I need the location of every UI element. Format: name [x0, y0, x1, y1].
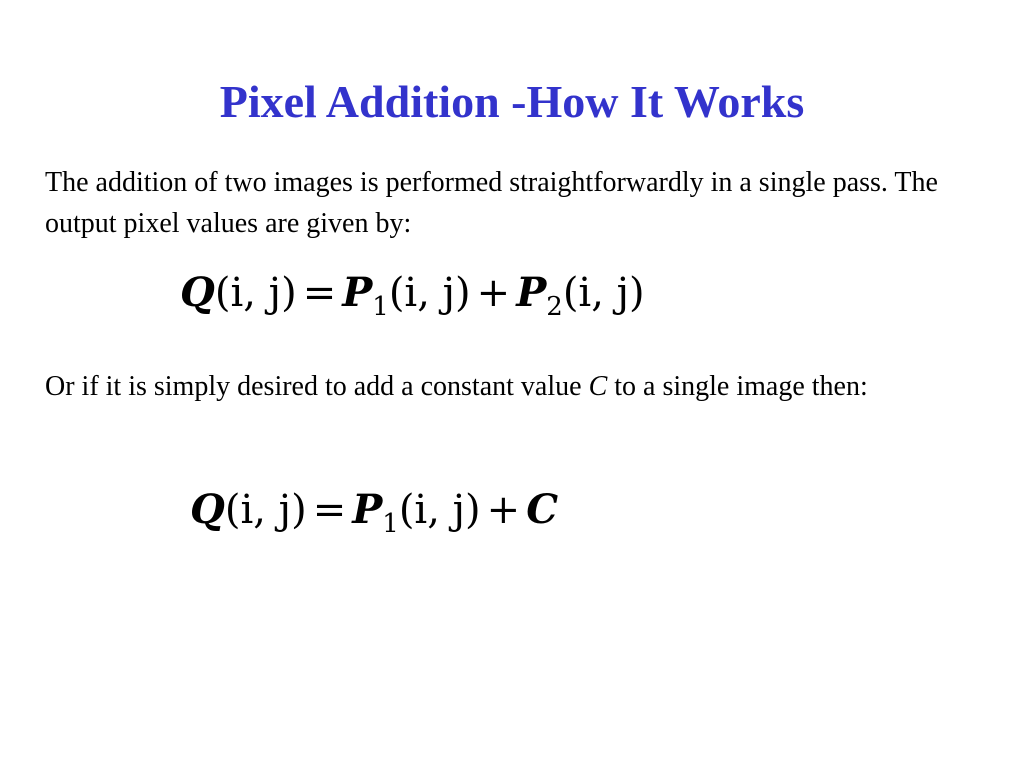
constant-paragraph-start: Or if it is simply desired to add a constant value — [45, 371, 589, 402]
eq2-term1-args: (i, j) — [398, 487, 481, 533]
equation-image-addition — [180, 268, 645, 323]
slide-title: Pixel Addition -How It Works — [219, 76, 805, 127]
eq2-constant: C — [526, 486, 559, 533]
eq2-lhs-args: (i, j) — [224, 487, 307, 533]
constant-variable: C — [588, 371, 608, 402]
eq1-term2-args: (i, j) — [562, 270, 645, 316]
eq1-term2-sub: 2 — [546, 292, 563, 322]
eq1-lhs-args: (i, j) — [214, 270, 297, 316]
constant-paragraph — [45, 366, 945, 407]
eq1-plus: + — [476, 270, 511, 316]
eq2-plus: + — [486, 487, 521, 533]
eq2-equals: = — [312, 487, 347, 533]
eq1-term2-var: P — [516, 269, 547, 316]
eq1-term1-var: P — [342, 269, 373, 316]
intro-paragraph: The addition of two images is performed straightforwardly in a single pass. The output pixel values are given by: — [45, 167, 938, 239]
eq1-term1-args: (i, j) — [388, 270, 471, 316]
eq1-equals: = — [302, 270, 337, 316]
eq1-lhs-var: Q — [180, 269, 215, 316]
constant-paragraph-end: to a single image then: — [607, 371, 868, 402]
equation-constant-addition — [190, 485, 558, 540]
eq2-term1-var: P — [352, 486, 383, 533]
eq1-term1-sub: 1 — [372, 292, 389, 322]
eq2-lhs-var: Q — [190, 486, 225, 533]
eq2-term1-sub: 1 — [382, 509, 399, 539]
